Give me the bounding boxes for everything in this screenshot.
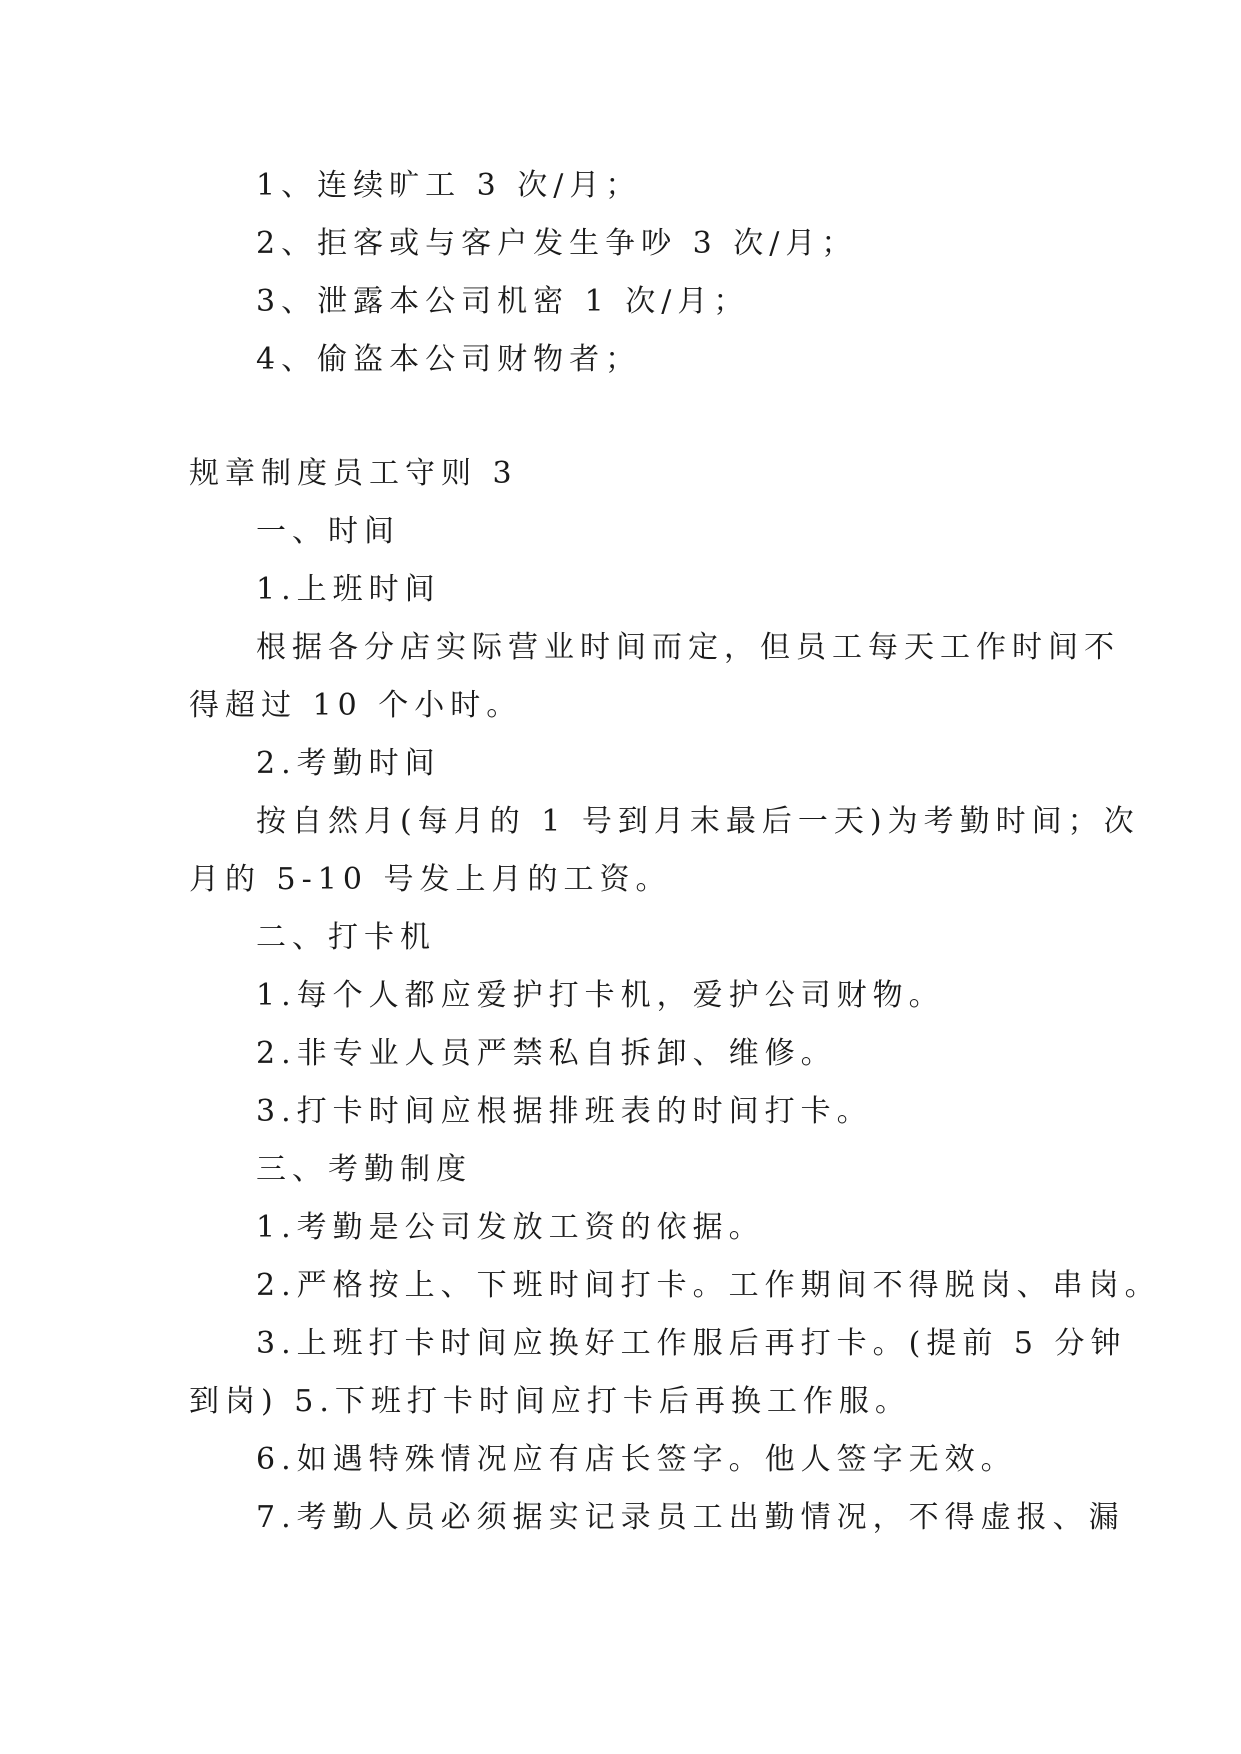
rule-item-4: 4、偷盗本公司财物者；	[256, 342, 642, 377]
list-item-continuation: 到岗) 5.下班打卡时间应打卡后再换工作服。	[189, 1384, 911, 1419]
paragraph-line: 月的 5-10 号发上月的工资。	[189, 862, 672, 897]
section-title: 规章制度员工守则 3	[189, 456, 518, 491]
subheading-attendance-time: 2.考勤时间	[256, 746, 441, 781]
rule-item-3: 3、泄露本公司机密 1 次/月；	[256, 284, 750, 319]
rule-item-1: 1、连续旷工 3 次/月；	[256, 168, 642, 203]
heading-attendance-system: 三、考勤制度	[256, 1152, 472, 1187]
paragraph-line: 按自然月(每月的 1 号到月末最后一天)为考勤时间；次	[256, 804, 1140, 839]
list-item: 7.考勤人员必须据实记录员工出勤情况，不得虚报、漏	[256, 1500, 1125, 1535]
list-item: 3.打卡时间应根据排班表的时间打卡。	[256, 1094, 873, 1129]
list-item: 1.每个人都应爱护打卡机，爱护公司财物。	[256, 978, 945, 1013]
heading-punch-clock: 二、打卡机	[256, 920, 436, 955]
list-item: 2.严格按上、下班时间打卡。工作期间不得脱岗、串岗。	[256, 1268, 1161, 1303]
list-item: 2.非专业人员严禁私自拆卸、维修。	[256, 1036, 837, 1071]
paragraph-line: 得超过 10 个小时。	[189, 688, 523, 723]
paragraph-line: 根据各分店实际营业时间而定，但员工每天工作时间不	[256, 630, 1120, 665]
list-item: 3.上班打卡时间应换好工作服后再打卡。(提前 5 分钟	[256, 1326, 1127, 1361]
rule-item-2: 2、拒客或与客户发生争吵 3 次/月；	[256, 226, 858, 261]
list-item: 6.如遇特殊情况应有店长签字。他人签字无效。	[256, 1442, 1017, 1477]
heading-time: 一、时间	[256, 514, 400, 549]
subheading-work-hours: 1.上班时间	[256, 572, 441, 607]
list-item: 1.考勤是公司发放工资的依据。	[256, 1210, 765, 1245]
